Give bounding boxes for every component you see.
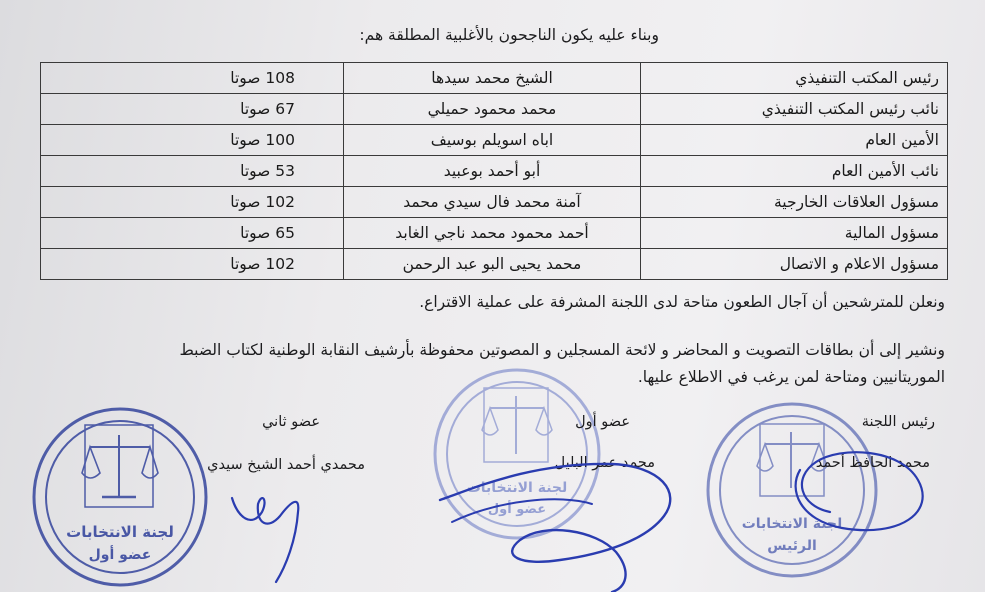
votes-cell: 53 صوتا	[41, 156, 344, 187]
archive-notice-line-2: الموريتانيين ومتاحة لمن يرغب في الاطلاع عليها.	[637, 368, 945, 386]
position-cell: نائب رئيس المكتب التنفيذي	[641, 94, 948, 125]
position-cell: رئيس المكتب التنفيذي	[641, 63, 948, 94]
left-election-committee-stamp	[30, 405, 210, 590]
votes-cell: 108 صوتا	[41, 63, 344, 94]
left-stamp-role-text: عضو أول	[88, 547, 152, 563]
member2-title: عضو ثاني	[262, 414, 320, 430]
table-row	[41, 125, 948, 156]
candidate-name-cell: أبو أحمد بوعبيد	[344, 156, 641, 187]
middle-election-committee-stamp	[432, 366, 602, 541]
right-chair-stamp	[705, 400, 880, 580]
left-stamp-ring-text: لجنة الانتخابات	[66, 523, 174, 541]
votes-cell: 102 صوتا	[41, 187, 344, 218]
table-row	[41, 187, 948, 218]
middle-stamp-role-text: عضو أول	[487, 502, 547, 517]
votes-cell: 100 صوتا	[41, 125, 344, 156]
member1-name: محمد عمر البليل	[554, 455, 655, 471]
candidate-name-cell: أحمد محمود محمد ناجي الغابد	[344, 218, 641, 249]
right-stamp-role-text: الرئيس	[767, 538, 817, 554]
right-stamp-ring-text: لجنة الانتخابات	[741, 516, 843, 532]
position-cell: مسؤول الاعلام و الاتصال	[641, 249, 948, 280]
member1-title: عضو أول	[575, 414, 630, 430]
position-cell: نائب الأمين العام	[641, 156, 948, 187]
candidate-name-cell: محمد يحيى البو عبد الرحمن	[344, 249, 641, 280]
votes-cell: 65 صوتا	[41, 218, 344, 249]
position-cell: مسؤول العلاقات الخارجية	[641, 187, 948, 218]
chair-name: محمد الحافظ أحمد	[815, 455, 930, 471]
table-row	[41, 94, 948, 125]
chair-title: رئيس اللجنة	[861, 414, 935, 430]
member2-signature-scribble	[232, 498, 298, 582]
table-row	[41, 63, 948, 94]
table-row	[41, 218, 948, 249]
member2-name: محمدي أحمد الشيخ سيدي	[207, 457, 365, 473]
appeal-notice: ونعلن للمترشحين أن آجال الطعون متاحة لدى اللجنة المشرفة على عملية الاقتراع.	[419, 293, 945, 311]
intro-text: وبناء عليه يكون الناجحون بالأغلبية المطلقة هم:	[359, 26, 659, 44]
results-table	[40, 62, 948, 280]
candidate-name-cell: آمنة محمد فال سيدي محمد	[344, 187, 641, 218]
candidate-name-cell: اباه اسويلم بوسيف	[344, 125, 641, 156]
table-row	[41, 249, 948, 280]
table-row	[41, 156, 948, 187]
position-cell: الأمين العام	[641, 125, 948, 156]
candidate-name-cell: محمد محمود حميلي	[344, 94, 641, 125]
middle-stamp-ring-text: لجنة الانتخابات	[466, 480, 568, 496]
archive-notice-line-1: ونشير إلى أن بطاقات التصويت و المحاضر و لائحة المسجلين و المصوتين محفوظة بأرشيف النقابة الوطنية لكتاب الضبط	[179, 341, 945, 359]
position-cell: مسؤول المالية	[641, 218, 948, 249]
votes-cell: 67 صوتا	[41, 94, 344, 125]
candidate-name-cell: الشيخ محمد سيدها	[344, 63, 641, 94]
votes-cell: 102 صوتا	[41, 249, 344, 280]
